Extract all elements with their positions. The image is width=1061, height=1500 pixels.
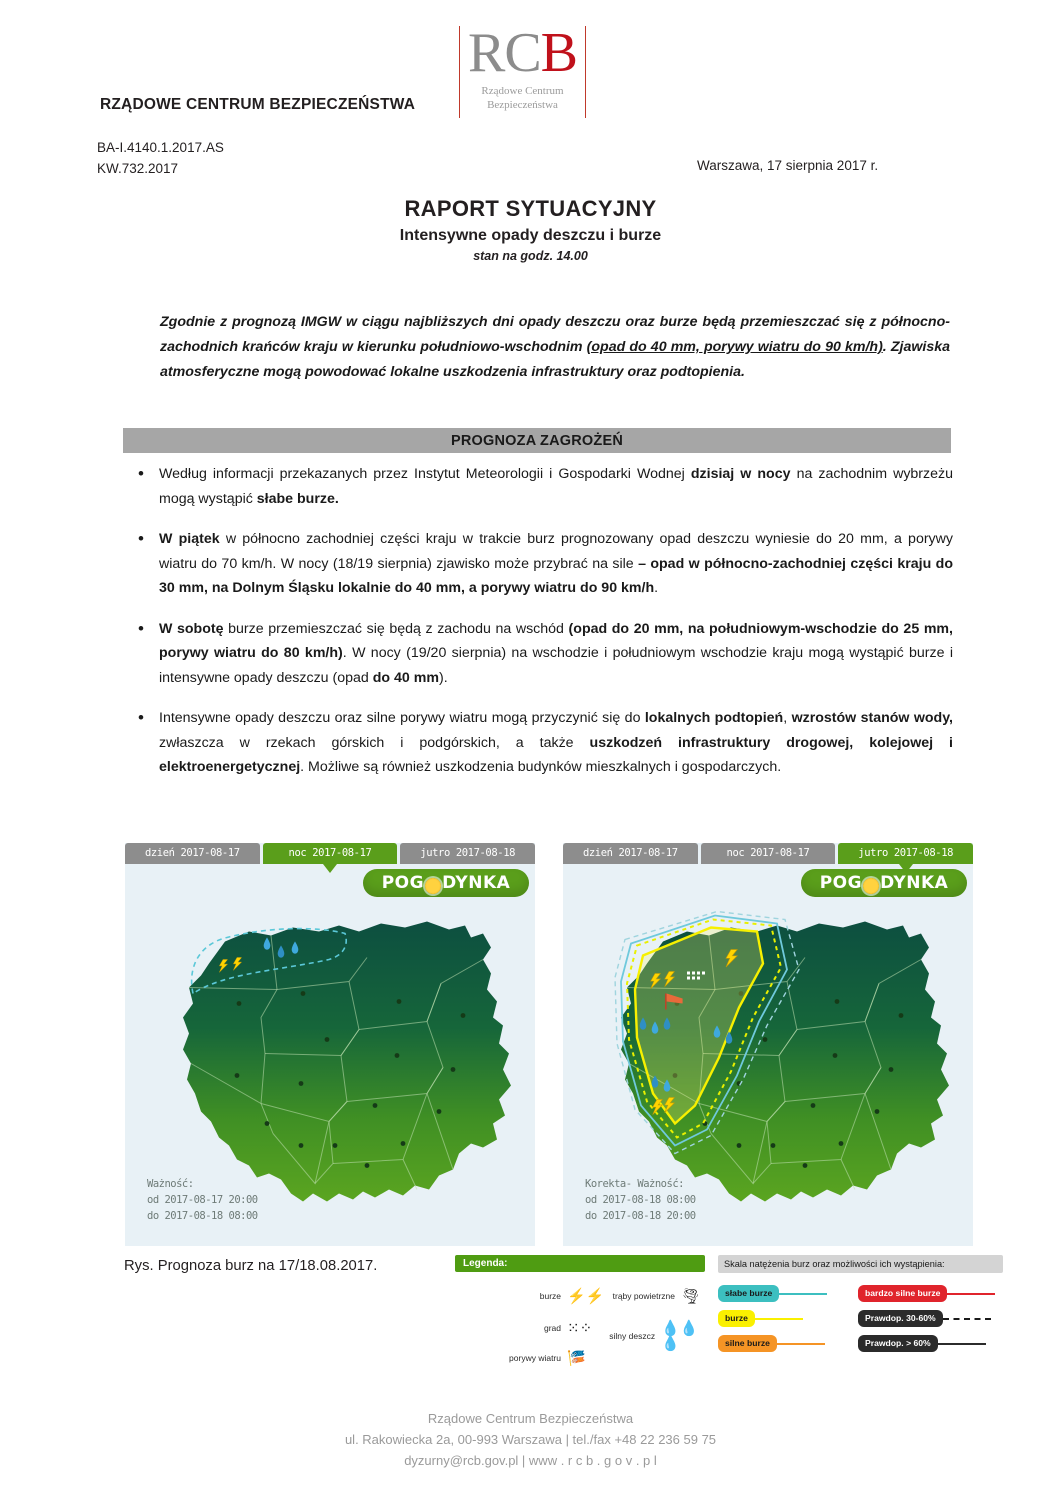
city-dot — [771, 1143, 776, 1148]
bullet-list — [123, 462, 953, 796]
raindrops-icon: 💧💧💧 — [661, 1320, 699, 1352]
forecast-maps — [125, 843, 973, 1246]
rcb-logo — [455, 22, 590, 122]
legend-items — [455, 1281, 705, 1376]
pogodynka-text-after: DYNKA — [442, 873, 511, 893]
city-dot — [451, 1067, 456, 1072]
hail-icon — [697, 972, 700, 975]
bullet-text-plain: . W nocy (19/20 sierpnia) na wschodzie i południowym wschodzie kraju mogą wystąpić burze i intensywne opady deszczu (opad — [159, 645, 954, 686]
intro-underlined: (opad do 40 mm, porywy wiatru do 90 km/h) — [586, 339, 883, 355]
scale-entry — [858, 1335, 998, 1352]
scale-title: Skala natężenia burz oraz możliwości ich wystąpienia: — [718, 1255, 1003, 1273]
title-block — [0, 196, 1061, 263]
legend-item-label: trąby powietrzne — [612, 1291, 675, 1301]
city-dot — [839, 1141, 844, 1146]
city-dot — [401, 1141, 406, 1146]
hail-icon — [697, 977, 700, 980]
footer-line-2: ul. Rakowiecka 2a, 00-993 Warszawa | tel./fax +48 22 236 59 75 — [344, 1432, 717, 1447]
map-validity-line1: Ważność: — [147, 1178, 194, 1190]
city-dot — [235, 1073, 240, 1078]
map-night — [125, 843, 535, 1246]
reference-line-1: BA-I.4140.1.2017.AS — [97, 140, 224, 155]
scale-line — [943, 1318, 991, 1320]
bullet-text-strong: W piątek — [159, 531, 220, 547]
footer-line-3: dyzurny@rcb.gov.pl | www . r c b . g o v . p l — [404, 1453, 657, 1468]
bullet-text-plain: Według informacji przekazanych przez Instytut Meteorologii i Gospodarki Wodnej — [159, 466, 691, 482]
intro-part-2: . Zjawiska atmosferyczne mogą powodować lokalne uszkodzenia infrastruktury oraz podtopienia. — [160, 339, 950, 380]
city-dot — [299, 1143, 304, 1148]
city-dot — [763, 1037, 768, 1042]
document-footer — [0, 1408, 1061, 1471]
legend-item — [583, 1321, 705, 1351]
lightning-icon: ⚡⚡ — [567, 1288, 605, 1305]
bullet-text-strong: uszkodzeń infrastruktury drogowej, kolejowej i elektroenergetycznej — [159, 734, 953, 775]
scale-entry — [858, 1310, 998, 1327]
hail-icon — [692, 977, 695, 980]
map-tab[interactable]: noc 2017-08-17 — [701, 843, 836, 864]
city-dot — [737, 1143, 742, 1148]
bullet-item — [123, 617, 953, 691]
bullet-text-plain: w północno zachodniej części kraju w trakcie burz prognozowany opad deszczu wyniesie do 20 mm, a porywy wiatru do 70 km/h. W nocy (18/19 sierpnia) zjawisko może przybrać na sile — [159, 531, 953, 572]
sun-icon — [425, 878, 441, 894]
bullet-text-strong: wzrostów stanów wody, — [791, 710, 953, 726]
logo-letters-gray: RC — [467, 22, 541, 84]
scale-rows — [718, 1281, 1003, 1356]
bullet-text-plain: . — [654, 580, 659, 596]
pogodynka-logo — [801, 869, 967, 897]
map-tab[interactable]: noc 2017-08-17 — [263, 843, 398, 864]
bullet-text — [159, 527, 953, 601]
map-tab[interactable]: dzień 2017-08-17 — [125, 843, 260, 864]
scale-pill: bardzo silne burze — [858, 1285, 947, 1302]
map-tab[interactable]: jutro 2017-08-18 — [838, 843, 973, 864]
city-dot — [325, 1037, 330, 1042]
footer-line-1: Rządowe Centrum Bezpieczeństwa — [427, 1411, 634, 1426]
city-dot — [301, 991, 306, 996]
city-dot — [373, 1103, 378, 1108]
intro-part-1: Zgodnie z prognozą IMGW w ciągu najbliższych dni opady deszczu oraz burze będą przemieszczać się z północno-zachodnich krańców kraju w kierunku południowo-wschodnim — [160, 314, 950, 355]
map-tab[interactable]: dzień 2017-08-17 — [563, 843, 698, 864]
bullet-item — [123, 462, 953, 511]
legend-title: Legenda: — [455, 1255, 705, 1272]
bullet-marker-icon: • — [138, 464, 144, 483]
legend-item — [583, 1289, 700, 1304]
city-dot — [265, 1121, 270, 1126]
map-validity — [585, 1176, 696, 1224]
bullet-text-plain: . Możliwe są również uszkodzenia budynków mieszkalnych i gospodarczych. — [300, 759, 782, 775]
bullet-text — [159, 706, 953, 780]
scale-pill: burze — [718, 1310, 755, 1327]
scale-row — [718, 1306, 1003, 1331]
bullet-text-plain: Intensywne opady deszczu oraz silne porywy wiatru mogą przyczynić się do — [159, 710, 645, 726]
bullet-text-strong: lokalnych podtopień — [644, 710, 784, 726]
tornado-icon: 🌪 — [681, 1288, 701, 1305]
page-subtitle: Intensywne opady deszczu i burze — [399, 227, 662, 244]
scale-line — [779, 1293, 827, 1295]
bullet-text — [159, 617, 953, 691]
poland-landmass — [183, 922, 511, 1202]
pogodynka-text-before: POG — [381, 873, 425, 893]
map-validity-line3: do 2017-08-18 08:00 — [147, 1210, 258, 1222]
bullet-marker-icon: • — [138, 708, 144, 727]
figure-caption: Rys. Prognoza burz na 17/18.08.2017. — [124, 1258, 378, 1274]
map-validity-line3: do 2017-08-18 20:00 — [585, 1210, 696, 1222]
city-dot — [461, 1013, 466, 1018]
bullet-item — [123, 527, 953, 601]
scale-entry — [718, 1310, 858, 1327]
scale-pill: Prawdop. > 60% — [858, 1335, 938, 1352]
bullet-text — [159, 462, 953, 511]
intro-paragraph — [160, 310, 950, 385]
pogodynka-text-after: DYNKA — [880, 873, 949, 893]
legend-item-label: burze — [539, 1291, 561, 1301]
bullet-text-strong: słabe burze. — [256, 490, 339, 507]
logo-letters — [455, 24, 590, 82]
bullet-text-plain: burze przemieszczać się będą z zachodu na wschód — [223, 620, 569, 637]
city-dot — [333, 1143, 338, 1148]
map-validity-line2: od 2017-08-17 20:00 — [147, 1194, 258, 1206]
legend-item-label: grad — [543, 1323, 561, 1333]
sun-icon — [863, 878, 879, 894]
legend-panel — [455, 1255, 705, 1377]
map-validity-line2: od 2017-08-18 08:00 — [585, 1194, 696, 1206]
scale-line — [938, 1343, 986, 1345]
hail-icon: ⁙⁘ — [567, 1320, 593, 1337]
windsock-pole-icon — [665, 994, 667, 1010]
bullet-text-strong: (opad do 20 mm, na południowym-wschodzie do 25 mm, porywy wiatru do 80 km/h) — [159, 620, 953, 661]
map-validity-line1: Korekta- Ważność: — [585, 1178, 684, 1190]
city-dot — [899, 1013, 904, 1018]
scale-entry — [718, 1335, 858, 1352]
city-dot — [437, 1109, 442, 1114]
legend-item-label: silny deszcz — [609, 1330, 656, 1341]
city-dot — [811, 1103, 816, 1108]
bullet-text-plain: , — [783, 710, 792, 726]
legend-item — [483, 1321, 592, 1336]
bullet-text-strong: dzisiaj w nocy — [690, 466, 791, 482]
document-header — [0, 0, 1061, 132]
map-tab[interactable]: jutro 2017-08-18 — [400, 843, 535, 864]
legend-item-label: porywy wiatru — [509, 1353, 561, 1363]
pogodynka-logo — [363, 869, 529, 897]
reference-numbers — [97, 137, 224, 179]
city-dot — [833, 1053, 838, 1058]
city-dot — [365, 1163, 370, 1168]
hail-icon — [692, 972, 695, 975]
hail-icon — [687, 972, 690, 975]
reference-line-2: KW.732.2017 — [97, 161, 179, 176]
city-date: Warszawa, 17 sierpnia 2017 r. — [697, 158, 879, 173]
section-header-label: PROGNOZA ZAGROŻEŃ — [450, 432, 624, 449]
logo-letters-red: B — [540, 22, 578, 84]
scale-row — [718, 1281, 1003, 1306]
city-dot — [237, 1001, 242, 1006]
scale-line — [755, 1318, 803, 1320]
windsock-icon: 🎏 — [567, 1350, 586, 1367]
scale-pill: silne burze — [718, 1335, 777, 1352]
city-dot — [395, 1053, 400, 1058]
map-tomorrow — [563, 843, 973, 1246]
map-tabs — [125, 843, 535, 864]
logo-subtitle — [455, 84, 590, 112]
scale-entry — [858, 1285, 998, 1302]
organization-name: RZĄDOWE CENTRUM BEZPIECZEŃSTWA — [100, 96, 416, 113]
scale-entry — [718, 1285, 858, 1302]
page-title: RAPORT SYTUACYJNY — [404, 196, 657, 221]
pogodynka-text-before: POG — [819, 873, 863, 893]
map-tabs — [563, 843, 973, 864]
hail-icon — [702, 972, 705, 975]
scale-pill: Prawdop. 30-60% — [858, 1310, 943, 1327]
scale-panel — [718, 1255, 1003, 1380]
bullet-text-plain: zwłaszcza w rzekach górskich i podgórskich, a także — [159, 734, 590, 751]
bullet-text-strong: – opad w północno-zachodniej części kraju do 30 mm, na Dolnym Śląsku lokalnie do 40 mm, a porywy wiatru do 90 km/h — [159, 555, 953, 596]
scale-pill: słabe burze — [718, 1285, 779, 1302]
map-validity — [147, 1176, 258, 1224]
logo-subtitle-line1: Rządowe Centrum — [481, 85, 564, 97]
bullet-text-strong: do 40 mm — [372, 669, 439, 686]
scale-line — [777, 1343, 825, 1345]
bullet-text-strong: W sobotę — [159, 620, 224, 637]
city-dot — [803, 1163, 808, 1168]
city-dot — [835, 999, 840, 1004]
bullet-marker-icon: • — [138, 529, 144, 548]
page-timestamp: stan na godz. 14.00 — [473, 249, 588, 263]
bullet-text-plain: na zachodnim wybrzeżu mogą wystąpić — [159, 466, 954, 507]
bullet-item — [123, 706, 953, 780]
city-dot — [875, 1109, 880, 1114]
scale-row — [718, 1331, 1003, 1356]
city-dot — [299, 1081, 304, 1086]
city-dot — [397, 999, 402, 1004]
legend-item — [459, 1351, 586, 1366]
bullet-text-plain: ). — [438, 669, 448, 686]
section-header-prognoza — [123, 428, 951, 453]
city-dot — [889, 1067, 894, 1072]
scale-line — [947, 1293, 995, 1295]
hail-icon — [687, 977, 690, 980]
logo-subtitle-line2: Bezpieczeństwa — [487, 99, 558, 111]
bullet-marker-icon: • — [138, 618, 144, 638]
